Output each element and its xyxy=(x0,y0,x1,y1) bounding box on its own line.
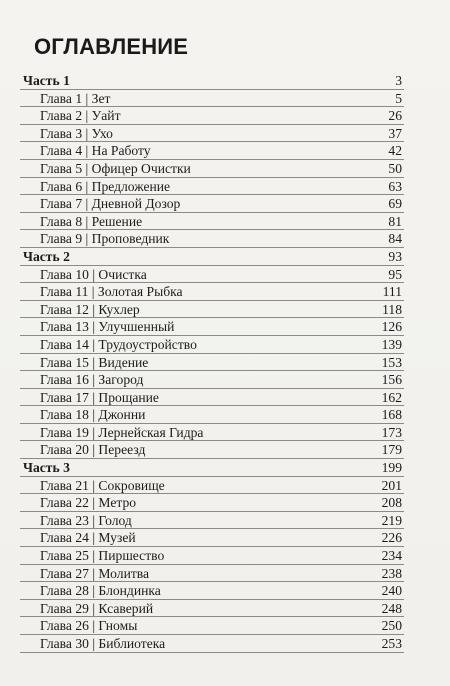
toc-chapter-row xyxy=(0,406,450,424)
page-number: 139 xyxy=(381,336,402,352)
part-title: Часть 2 xyxy=(23,248,70,264)
chapter-title: Глава 13 | Улучшенный xyxy=(40,319,175,335)
page-number: 5 xyxy=(395,90,402,106)
page-number: 234 xyxy=(381,548,402,564)
toc-part-row xyxy=(0,248,450,266)
part-title: Часть 1 xyxy=(23,73,70,88)
chapter-title: Глава 17 | Прощание xyxy=(40,389,159,405)
chapter-title: Глава 18 | Джонни xyxy=(40,407,146,423)
toc-chapter-row xyxy=(0,494,450,512)
page-number: 37 xyxy=(388,125,402,141)
page-number: 208 xyxy=(381,495,402,511)
chapter-title: Глава 11 | Золотая Рыбка xyxy=(40,284,183,300)
toc-chapter-row xyxy=(0,565,450,583)
toc-chapter-row xyxy=(0,424,450,442)
page-number: 84 xyxy=(388,231,402,247)
chapter-title: Глава 30 | Библиотека xyxy=(40,636,166,651)
chapter-title: Глава 19 | Лернейская Гидра xyxy=(40,424,204,440)
chapter-title: Глава 3 | Ухо xyxy=(40,125,113,141)
page-number: 153 xyxy=(381,354,402,370)
toc-chapter-row xyxy=(0,389,450,407)
page-number: 93 xyxy=(388,248,402,264)
chapter-title: Глава 10 | Очистка xyxy=(40,266,147,282)
page-number: 168 xyxy=(381,407,402,423)
page-number: 238 xyxy=(381,565,402,581)
chapter-title: Глава 22 | Метро xyxy=(40,495,137,511)
chapter-title: Глава 2 | Уайт xyxy=(40,108,121,124)
page-number: 50 xyxy=(388,160,402,176)
table-of-contents xyxy=(0,72,450,653)
chapter-title: Глава 15 | Видение xyxy=(40,354,149,370)
chapter-title: Глава 20 | Переезд xyxy=(40,442,146,458)
toc-chapter-row xyxy=(0,336,450,354)
page-number: 250 xyxy=(381,618,402,634)
chapter-title: Глава 24 | Музей xyxy=(40,530,136,546)
toc-chapter-row xyxy=(0,441,450,459)
page-number: 253 xyxy=(381,636,402,651)
page-number: 201 xyxy=(381,477,402,493)
page-number: 248 xyxy=(381,600,402,616)
page-number: 118 xyxy=(382,301,402,317)
page-number: 226 xyxy=(381,530,402,546)
chapter-title: Глава 21 | Сокровище xyxy=(40,477,165,493)
page-number: 3 xyxy=(395,73,402,88)
chapter-title: Глава 5 | Офицер Очистки xyxy=(40,160,191,176)
toc-chapter-row xyxy=(0,318,450,336)
page-number: 81 xyxy=(388,213,402,229)
part-title: Часть 3 xyxy=(23,460,70,476)
toc-chapter-row xyxy=(0,90,450,108)
page-number: 156 xyxy=(381,372,402,388)
row-divider xyxy=(20,652,404,653)
chapter-title: Глава 25 | Пиршество xyxy=(40,548,165,564)
toc-chapter-row xyxy=(0,371,450,389)
toc-chapter-row xyxy=(0,213,450,231)
toc-chapter-row xyxy=(0,301,450,319)
page-number: 219 xyxy=(381,512,402,528)
toc-chapter-row xyxy=(0,635,450,653)
toc-chapter-row xyxy=(0,617,450,635)
toc-chapter-row xyxy=(0,142,450,160)
toc-chapter-row xyxy=(0,354,450,372)
toc-chapter-row xyxy=(0,230,450,248)
page-number: 162 xyxy=(381,389,402,405)
toc-chapter-row xyxy=(0,195,450,213)
chapter-title: Глава 12 | Кухлер xyxy=(40,301,140,317)
page-number: 199 xyxy=(381,460,402,476)
chapter-title: Глава 7 | Дневной Дозор xyxy=(40,196,181,212)
toc-chapter-row xyxy=(0,512,450,530)
page-number: 179 xyxy=(381,442,402,458)
toc-chapter-row xyxy=(0,529,450,547)
toc-chapter-row xyxy=(0,107,450,125)
page-number: 240 xyxy=(381,583,402,599)
chapter-title: Глава 16 | Загород xyxy=(40,372,144,388)
page-number: 63 xyxy=(388,178,402,194)
toc-chapter-row xyxy=(0,178,450,196)
toc-chapter-row xyxy=(0,600,450,618)
toc-chapter-row xyxy=(0,547,450,565)
toc-chapter-row xyxy=(0,125,450,143)
page-number: 173 xyxy=(381,424,402,440)
page-number: 111 xyxy=(382,284,402,300)
chapter-title: Глава 1 | Зет xyxy=(40,90,111,106)
toc-chapter-row xyxy=(0,283,450,301)
page-number: 26 xyxy=(388,108,402,124)
toc-part-row xyxy=(0,72,450,90)
chapter-title: Глава 6 | Предложение xyxy=(40,178,171,194)
page-number: 95 xyxy=(388,266,402,282)
chapter-title: Глава 23 | Голод xyxy=(40,512,132,528)
chapter-title: Глава 8 | Решение xyxy=(40,213,143,229)
chapter-title: Глава 14 | Трудоустройство xyxy=(40,336,197,352)
toc-chapter-row xyxy=(0,160,450,178)
chapter-title: Глава 28 | Блондинка xyxy=(40,583,161,599)
chapter-title: Глава 4 | На Работу xyxy=(40,143,151,159)
toc-chapter-row xyxy=(0,266,450,284)
page-number: 126 xyxy=(381,319,402,335)
chapter-title: Глава 9 | Проповедник xyxy=(40,231,170,247)
page-number: 42 xyxy=(388,143,402,159)
toc-part-row xyxy=(0,459,450,477)
chapter-title: Глава 27 | Молитва xyxy=(40,565,150,581)
chapter-title: Глава 26 | Гномы xyxy=(40,618,138,634)
page-title: ОГЛАВЛЕНИЕ xyxy=(34,34,189,59)
page-number: 69 xyxy=(388,196,402,212)
chapter-title: Глава 29 | Ксаверий xyxy=(40,600,154,616)
toc-chapter-row xyxy=(0,582,450,600)
toc-chapter-row xyxy=(0,477,450,495)
